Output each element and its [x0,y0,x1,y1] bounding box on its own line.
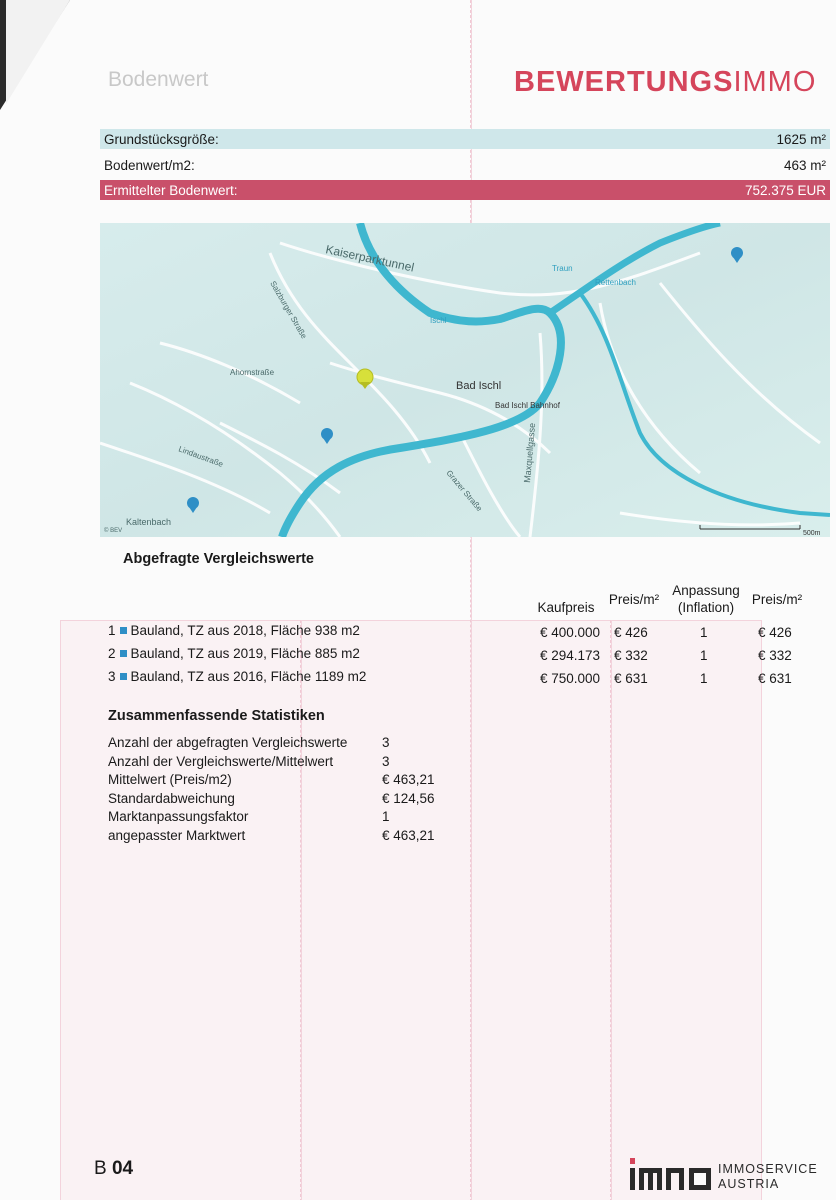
stat-label: Standardabweichung [108,791,235,806]
summary-label: Grundstücksgröße: [104,131,219,147]
stat-value: 1 [382,809,390,824]
map-label: Ahornstraße [230,368,275,377]
summary-value: 752.375 EUR [744,182,826,198]
row-preis: € 332 [614,648,648,663]
summary-value: 1625 m² [776,131,826,147]
row-description: 3 Bauland, TZ aus 2016, Fläche 1189 m2 [108,669,367,684]
summary-value: 463 m² [783,157,826,173]
stat-value: 3 [382,754,390,769]
row-kaufpreis: € 294.173 [539,648,600,663]
statistics-title: Zusammenfassende Statistiken [108,708,325,724]
map-label: Traun [552,264,573,273]
stat-label: angepasster Marktwert [108,828,246,843]
row-kaufpreis: € 400.000 [539,625,600,640]
map-label: Ischl [430,316,447,325]
summary-row-grundstueck [100,129,830,149]
summary-label: Ermittelter Bodenwert: [104,182,238,198]
page-number: B 04 [94,1158,134,1179]
stat-value: € 463,21 [382,772,435,787]
background-slip-line [610,620,612,1200]
legend-square [120,650,127,657]
row-description: 1 Bauland, TZ aus 2018, Fläche 938 m2 [108,623,360,638]
map-label: Kaltenbach [126,517,172,527]
map-scale-label: 500m [803,530,821,537]
folded-corner-paper [6,0,70,104]
map-label: Salzburger Straße [268,279,309,341]
comparison-title: Abgefragte Vergleichswerte [123,551,314,567]
row-preis: € 426 [614,625,648,640]
summary-row-ermittelt [100,180,830,200]
map-label: Rettenbach [595,278,636,287]
col-header-preis-m2-angepasst: Preis/m² [751,592,803,607]
brand-logo-text: BEWERTUNGSIMMO [514,66,817,98]
row-anpassung: 1 [700,625,708,640]
row-anpassung: 1 [700,671,708,686]
row-preis-adj: € 426 [758,625,792,640]
map-label: Bad Ischl Bahnhof [495,401,560,410]
map-label-town: Bad Ischl [456,380,502,392]
company-name: IMMOSERVICE AUSTRIA [718,1162,818,1191]
row-preis-adj: € 631 [758,671,792,686]
col-header-anpassung: Anpassung (Inflation) [672,583,740,615]
legend-square [120,627,127,634]
row-anpassung: 1 [700,648,708,663]
summary-label: Bodenwert/m2: [104,157,195,173]
row-description: 2 Bauland, TZ aus 2019, Fläche 885 m2 [108,646,360,661]
stat-label: Anzahl der abgefragten Vergleichswerte [108,735,348,750]
stat-label: Mittelwert (Preis/m2) [108,772,232,787]
row-preis: € 631 [614,671,648,686]
background-slip [60,620,762,1200]
stat-value: 3 [382,735,390,750]
summary-row-bodenwert-m2 [100,155,830,175]
col-header-preis-m2: Preis/m² [608,592,660,607]
row-kaufpreis: € 750.000 [539,671,600,686]
map-attribution: © BEV [104,528,123,534]
stat-label: Marktanpassungsfaktor [108,809,249,824]
location-map [100,223,830,537]
map-label: Kaiserparktunnel [324,242,416,275]
row-preis-adj: € 332 [758,648,792,663]
section-title: Bodenwert [108,68,209,91]
stat-value: € 124,56 [382,791,435,806]
col-header-kaufpreis: Kaufpreis [537,600,595,615]
stat-value: € 463,21 [382,828,435,843]
map-label: Lindaustraße [177,444,225,469]
stat-label: Anzahl der Vergleichswerte/Mittelwert [108,754,334,769]
background-slip-line [300,620,302,1200]
map-label: Maxquellgasse [522,422,538,484]
map-label: Grazer Straße [444,468,484,514]
legend-square [120,673,127,680]
